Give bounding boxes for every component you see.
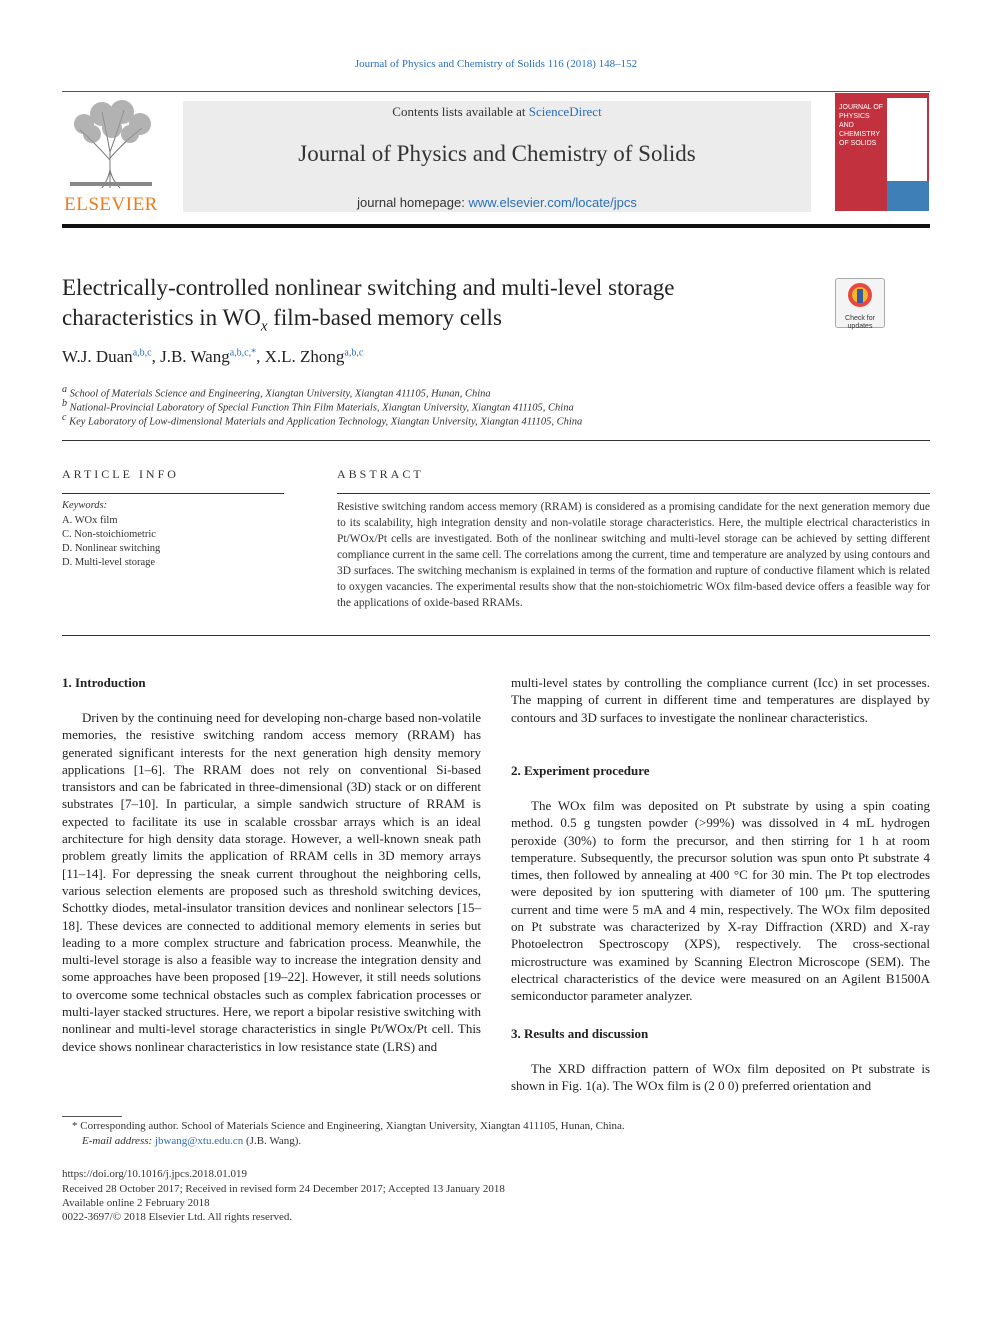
keyword: D. Multi-level storage [62,557,156,568]
introduction-continued: multi-level states by controlling the compliance current (Icc) in set processes. The mapping of current in different time and temperatures are displayed by contours and 3D surfaces to investigate the nonlinear characteristics. [511,675,930,725]
sciencedirect-link[interactable]: ScienceDirect [528,104,602,119]
asterisk-mark: * [72,1120,78,1132]
title-line-1: Electrically-controlled nonlinear switching and multi-level storage [62,275,675,300]
email-line [82,1135,301,1147]
article-info-heading: ARTICLE INFO [62,467,179,481]
available-online: Available online 2 February 2018 [62,1197,210,1209]
author-name[interactable]: X.L. Zhong [264,347,345,366]
keywords-label: Keywords: [62,500,108,511]
doi-link[interactable]: https://doi.org/10.1016/j.jpcs.2018.01.019 [62,1168,247,1180]
section-heading-introduction: 1. Introduction [62,675,146,690]
copyright: 0022-3697/© 2018 Elsevier Ltd. All rights reserved. [62,1211,293,1223]
homepage-link[interactable]: www.elsevier.com/locate/jpcs [468,195,637,210]
introduction-text: Driven by the continuing need for developing non-charge based non-volatile memories, the resistive switching random access memory (RRAM) has generated significant interests for the next generation high density memory applications [1–6]. The RRAM does not rely on conventional Si-based transistors and can be fabricated in three-dimensional (3D) stack or on different substrates [7–10]. In particular, a simple sandwich structure of RRAM is expected to facilitate its use in scalable crossbar arrays which is an ideal architecture for high density data storage. However, a well-known sneak path problem greatly limits the application of RRAM cells in 3D memory arrays [11–14]. For depressing the sneak current throughout the neighboring cells, various selection elements are proposed such as threshold switching devices, Schottky diodes, metal-insulator transition devices and nonlinear selectors [15–18]. These devices are connected to additional memory elements in series but leading to a more complex structure and fabrication process. Meanwhile, the multi-level storage is also a feasible way to increase the integration density and some approaches have been proposed [19–22]. However, it still needs solutions to overcome some technical obstacles such as complex fabrication processes or multi-layer stacked structures. Here, we report a bipolar resistive switching with nonlinear and multi-level storage characteristics in single Pt/WOx/Pt cell. This device shows nonlinear characteristics in low resistance state (LRS) and [62,710,481,1054]
journal-title: Journal of Physics and Chemistry of Solids [298,141,696,166]
abstract-text: Resistive switching random access memory (RRAM) is considered as a promising candidate for the next generation memory due to its scalability, high integration density and non-volatile storage characteristics. Here, the multiple electrical characteristics in Pt/WOx/Pt cells are investigated. Both of the nonlinear switching and multi-level storage can be achieved by setting different compliance current in the same cell. The correlations among the current, time and temperature are analyzed by using contours and 3D surfaces. The switching mechanism is explained in terms of the formation and rupture of conductive filament which is related to oxygen vacancies. The experimental results show that the non-stoichiometric WOx film-based device offers a feasible way for the applications of oxide-based RRAMs. [337,501,930,609]
corresponding-footnote [72,1120,930,1132]
title-line-2-pre: characteristics in WO [62,305,261,330]
cover-image [887,181,929,211]
email-link[interactable]: jbwang@xtu.edu.cn [154,1135,244,1147]
keyword: D. Nonlinear switching [62,543,161,554]
affiliation-mark: c [62,412,67,423]
affiliation-mark: b [62,398,67,409]
author-list: W.J. Duan$^{a,b,c}$, J.B. Wang$^{a,b,c,*}$, X.L. Zhong$^{a,b,c}$ [62,347,364,366]
crossmark-label: Check for updates [845,315,875,330]
homepage-prefix: journal homepage: [357,195,465,210]
abstract-bottom-rule [62,635,930,636]
results-text: The XRD diffraction pattern of WOx film deposited on Pt substrate is shown in Fig. 1(a). The WOx film is (2 0 0) preferred orientation and [511,1061,930,1094]
author-affil-marks[interactable]: a,b,c,* [229,347,257,359]
affiliation-mark: a [62,384,67,395]
journal-cover-thumbnail[interactable] [835,93,929,211]
corresponding-text: Corresponding author. School of Materials Science and Engineering, Xiangtan University, Xiangtan 411105, Hunan, China. [80,1120,625,1132]
footnote-rule [62,1116,122,1117]
crossmark-icon [836,279,884,313]
keyword: A. WOx film [62,515,118,526]
contents-line [183,104,811,120]
section-heading-results: 3. Results and discussion [511,1026,649,1041]
author-name[interactable]: W.J. Duan [62,347,133,366]
keyword: C. Non-stoichiometric [62,529,156,540]
experiment-text: The WOx film was deposited on Pt substrate by using a spin coating method. 0.5 g tungsten powder (>99%) was dissolved in 4 mL hydrogen peroxide (30%) to form the precursor, and then stirring for 1 h at room temperature. Subsequently, the precursor solution was spun onto Pt substrate 4 times, then followed by annealing at 400 °C for 30 min. The Pt top electrodes were deposited by ion sputtering with diameter of 100 μm. The sputtering current and time were 5 mA and 4 min, respectively. The WOx film deposited on Pt substrate was characterized by X-ray Diffraction (XRD) and X-ray Photoelectron Spectroscopy (XPS), respectively. The cross-sectional microstructure was examined by Scanning Electron Microscope (SEM). The electrical characteristics of the device were measured on an Agilent B1500A semiconductor parameter analyzer. [511,798,930,1004]
received-dates: Received 28 October 2017; Received in revised form 24 December 2017; Accepted 13 January 2018 [62,1183,505,1195]
elsevier-wordmark: ELSEVIER [64,194,158,215]
info-divider [62,493,284,494]
affiliation-text: School of Materials Science and Engineering, Xiangtan University, Xiangtan 411105, Hunan, China [69,388,491,400]
affiliation-text: Key Laboratory of Low-dimensional Materials and Application Technology, Xiangtan University, Xiangtan 411105, China [69,416,583,428]
author-name[interactable]: J.B. Wang [160,347,230,366]
abstract-divider [337,493,930,494]
header-thick-rule [62,224,930,228]
email-suffix: (J.B. Wang). [246,1135,302,1147]
title-line-2 [62,303,782,342]
header-rule [62,91,930,92]
article-title [62,273,782,342]
title-line-2-post: film-based memory cells [267,305,502,330]
check-for-updates-badge[interactable] [835,278,885,328]
author-affil-marks[interactable]: a,b,c [132,347,152,359]
affiliation [62,412,582,428]
title-subscript: x [260,318,268,335]
author-affil-marks[interactable]: a,b,c [344,347,364,359]
cover-panel [887,98,927,184]
affiliation-divider [62,440,930,441]
cover-text: JOURNAL OF PHYSICS AND CHEMISTRY OF SOLIDS [839,104,884,147]
affiliation-text: National-Provincial Laboratory of Special Function Thin Film Materials, Xiangtan University, Xiangtan 411105, China [69,402,574,414]
abstract-heading: ABSTRACT [337,467,424,481]
journal-homepage [183,195,811,210]
contents-prefix: Contents lists available at [392,104,526,119]
email-label: E-mail address: [82,1135,153,1147]
journal-citation[interactable]: Journal of Physics and Chemistry of Solids 116 (2018) 148–152 [354,58,638,70]
section-heading-experiment: 2. Experiment procedure [511,763,650,778]
